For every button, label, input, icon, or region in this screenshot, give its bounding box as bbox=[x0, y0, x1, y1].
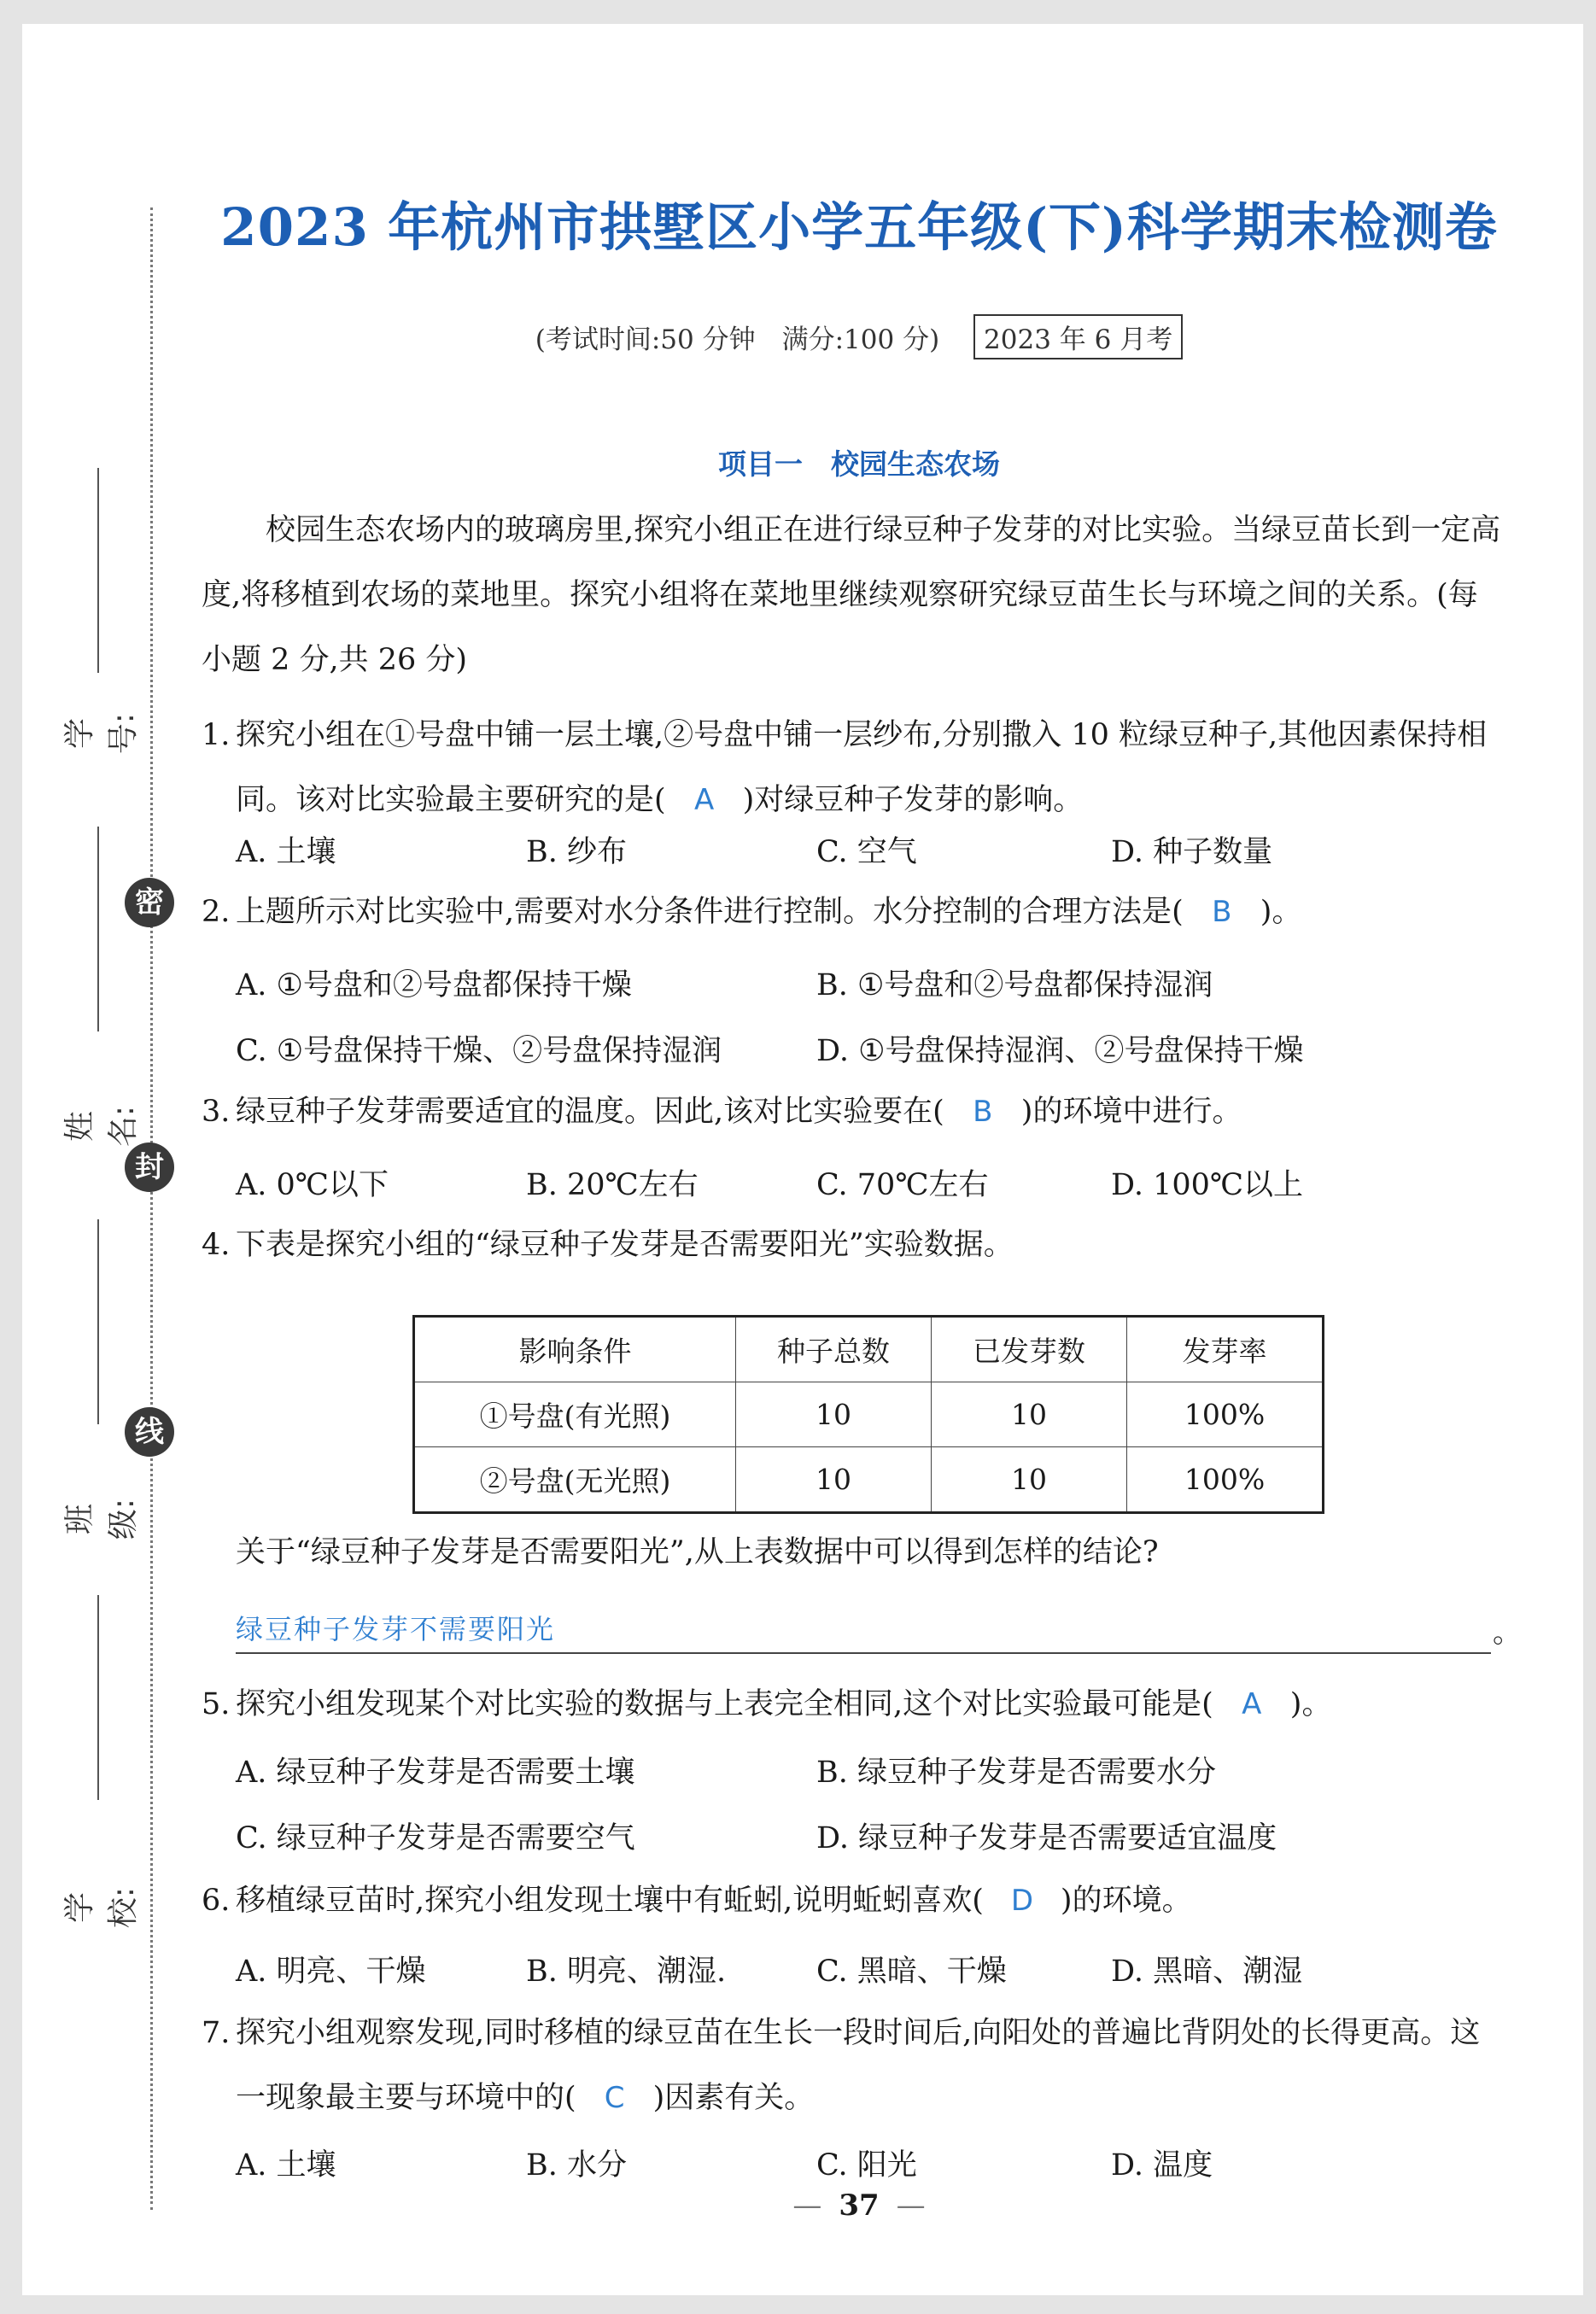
table-cell: 10 bbox=[932, 1382, 1127, 1447]
exam-date-box: 2023 年 6 月考 bbox=[973, 314, 1183, 359]
question-3: 3. 绿豆种子发芽需要适宜的温度。因此,该对比实验要在( B )的环境中进行。 bbox=[202, 1079, 1506, 1144]
option: D. 黑暗、潮湿 bbox=[1111, 1955, 1303, 1989]
question-7: 7. 探究小组观察发现,同时移植的绿豆苗在生长一段时间后,向阳处的普遍比背阴处的长得更高。这一现象最主要与环境中的( C )因素有关。 bbox=[202, 2001, 1506, 2130]
option: C. 空气 bbox=[816, 835, 917, 869]
option: B. 水分 bbox=[526, 2148, 627, 2183]
options-2a bbox=[236, 961, 1517, 1004]
answer-4-period: 。 bbox=[1493, 1616, 1522, 1650]
option: A. 土壤 bbox=[236, 2148, 336, 2183]
table-cell: ①号盘(有光照) bbox=[414, 1382, 736, 1447]
option: D. ①号盘保持湿润、②号盘保持干燥 bbox=[816, 1034, 1304, 1068]
germination-table bbox=[412, 1315, 1324, 1514]
options-7 bbox=[236, 2142, 1517, 2184]
table-header: 已发芽数 bbox=[932, 1317, 1127, 1382]
table-cell: 100% bbox=[1127, 1382, 1324, 1447]
table-header: 种子总数 bbox=[736, 1317, 932, 1382]
seal-feng: 封 bbox=[125, 1142, 174, 1192]
option: C. 70℃左右 bbox=[816, 1168, 989, 1202]
seal-xian: 线 bbox=[125, 1407, 174, 1457]
table-cell: 10 bbox=[932, 1447, 1127, 1513]
question-4: 4. 下表是探究小组的“绿豆种子发芽是否需要阳光”实验数据。 bbox=[202, 1228, 1014, 1262]
options-1 bbox=[236, 828, 1517, 871]
options-5a bbox=[236, 1749, 1517, 1791]
question-1: 1. 探究小组在①号盘中铺一层土壤,②号盘中铺一层纱布,分别撒入 10 粒绿豆种子,其他因素保持相同。该对比实验最主要研究的是( A )对绿豆种子发芽的影响。 bbox=[202, 703, 1506, 833]
question-2: 2. 上题所示对比实验中,需要对水分条件进行控制。水分控制的合理方法是( B )。 bbox=[202, 879, 1506, 944]
option: C. ①号盘保持干燥、②号盘保持湿润 bbox=[236, 1034, 722, 1068]
question-4-prompt: 关于“绿豆种子发芽是否需要阳光”,从上表数据中可以得到怎样的结论? bbox=[236, 1535, 1159, 1569]
answer-6: D bbox=[1010, 1884, 1034, 1918]
option: C. 绿豆种子发芽是否需要空气 bbox=[236, 1821, 635, 1855]
option: A. 0℃以下 bbox=[236, 1168, 389, 1202]
seal-mi: 密 bbox=[125, 878, 174, 927]
option: A. ①号盘和②号盘都保持干燥 bbox=[236, 968, 632, 1002]
answer-4: 绿豆种子发芽不需要阳光 bbox=[236, 1613, 556, 1645]
exam-title: 2023 年杭州市拱墅区小学五年级(下)科学期末检测卷 bbox=[220, 197, 1498, 258]
table-header: 发芽率 bbox=[1127, 1317, 1324, 1382]
options-3 bbox=[236, 1161, 1517, 1204]
section-title: 项目一 校园生态农场 bbox=[718, 447, 1000, 481]
table-cell: 100% bbox=[1127, 1447, 1324, 1513]
option: B. 20℃左右 bbox=[526, 1168, 699, 1202]
label-class: 班级: bbox=[62, 1498, 141, 1540]
table-row bbox=[414, 1382, 1324, 1447]
options-2b bbox=[236, 1027, 1517, 1070]
option: D. 温度 bbox=[1111, 2148, 1213, 2183]
table-row bbox=[414, 1447, 1324, 1513]
answer-5: A bbox=[1242, 1687, 1262, 1721]
binding-dotted-line bbox=[150, 207, 153, 2210]
table-cell: 10 bbox=[736, 1447, 932, 1513]
binding-rule bbox=[97, 1219, 99, 1424]
binding-rule bbox=[97, 468, 99, 673]
label-name: 姓名: bbox=[62, 1105, 141, 1148]
answer-4-line bbox=[236, 1608, 1491, 1654]
table-cell: ②号盘(无光照) bbox=[414, 1447, 736, 1513]
binding-rule bbox=[97, 1595, 99, 1800]
option: B. ①号盘和②号盘都保持湿润 bbox=[816, 968, 1213, 1002]
question-5: 5. 探究小组发现某个对比实验的数据与上表完全相同,这个对比实验最可能是( A )。 bbox=[202, 1672, 1506, 1737]
option: D. 种子数量 bbox=[1111, 835, 1273, 869]
option: B. 明亮、潮湿. bbox=[526, 1955, 727, 1989]
label-school: 学校: bbox=[62, 1886, 141, 1929]
answer-7: C bbox=[604, 2081, 625, 2115]
table-header-row bbox=[414, 1317, 1324, 1382]
binding-rule bbox=[97, 827, 99, 1031]
exam-page bbox=[22, 24, 1583, 2295]
option: D. 绿豆种子发芽是否需要适宜温度 bbox=[816, 1821, 1277, 1855]
option: A. 绿豆种子发芽是否需要土壤 bbox=[236, 1756, 635, 1790]
intro-paragraph: 校园生态农场内的玻璃房里,探究小组正在进行绿豆种子发芽的对比实验。当绿豆苗长到一定高度,将移植到农场的菜地里。探究小组将在菜地里继续观察研究绿豆苗生长与环境之间的关系。(每小题 2 分,共 26 分) bbox=[202, 513, 1501, 677]
page-number: — 37 — bbox=[792, 2188, 926, 2223]
answer-3: B bbox=[973, 1095, 993, 1129]
option: D. 100℃以上 bbox=[1111, 1168, 1304, 1202]
question-6: 6. 移植绿豆苗时,探究小组发现土壤中有蚯蚓,说明蚯蚓喜欢( D )的环境。 bbox=[202, 1868, 1506, 1933]
options-6 bbox=[236, 1948, 1517, 1990]
options-5b bbox=[236, 1814, 1517, 1857]
option: C. 阳光 bbox=[816, 2148, 917, 2183]
answer-1: A bbox=[694, 783, 715, 817]
option: A. 明亮、干燥 bbox=[236, 1955, 426, 1989]
option: B. 纱布 bbox=[526, 835, 627, 869]
exam-time-info: (考试时间:50 分钟 满分:100 分) bbox=[535, 324, 940, 355]
exam-meta bbox=[167, 314, 1551, 359]
option: B. 绿豆种子发芽是否需要水分 bbox=[816, 1756, 1216, 1790]
label-student-id: 学号: bbox=[62, 712, 141, 755]
option: A. 土壤 bbox=[236, 835, 336, 869]
table-cell: 10 bbox=[736, 1382, 932, 1447]
answer-2: B bbox=[1212, 895, 1232, 929]
option: C. 黑暗、干燥 bbox=[816, 1955, 1007, 1989]
table-header: 影响条件 bbox=[414, 1317, 736, 1382]
